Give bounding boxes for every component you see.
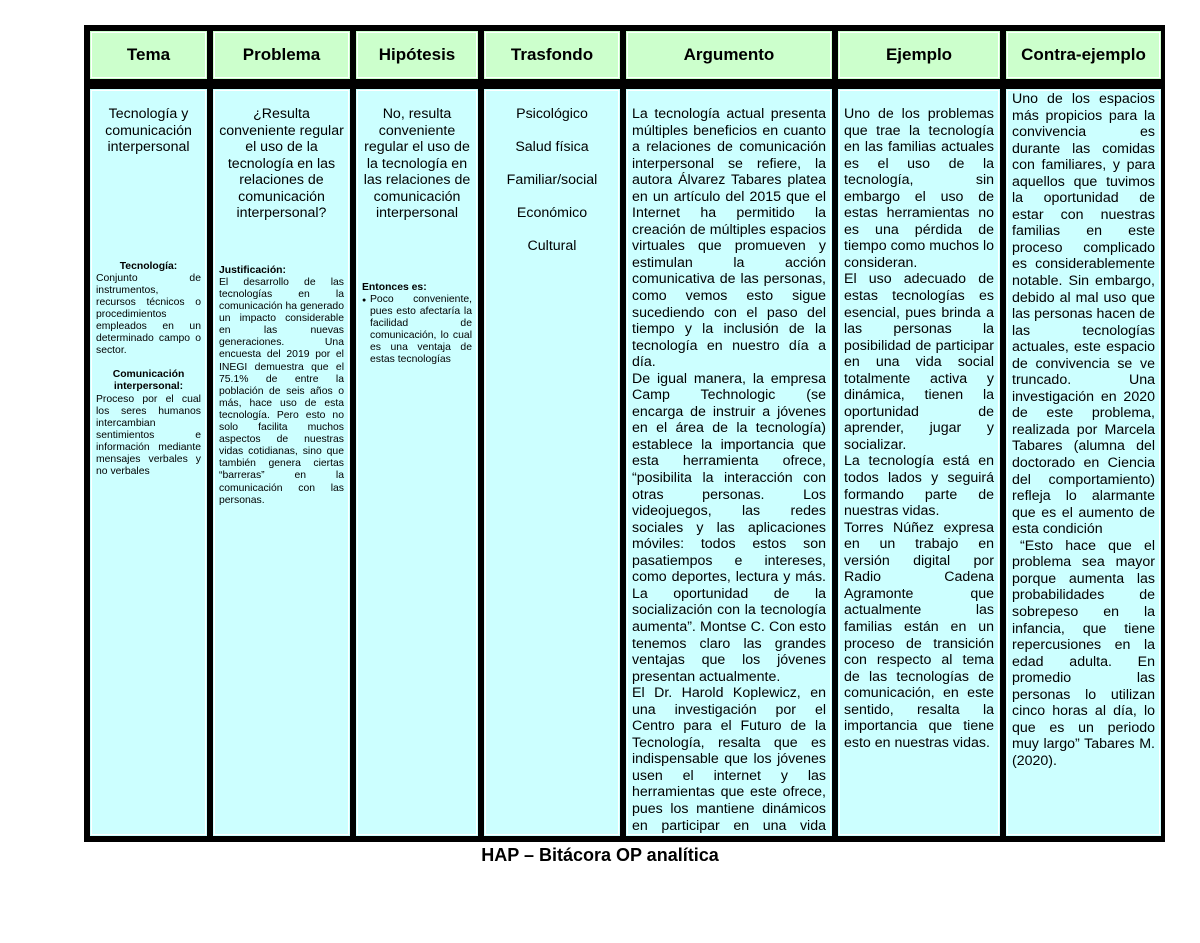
cell-hipotesis <box>354 87 480 838</box>
ejemplo-p3: La tecnología está en todos lados y seguirá formando parte de nuestras vidas. <box>844 453 994 520</box>
header-trasfondo: Trasfondo <box>482 29 622 81</box>
trasfondo-item: Psicológico <box>516 106 588 122</box>
header-argumento: Argumento <box>624 29 834 81</box>
trasfondo-item: Salud física <box>515 139 589 156</box>
header-problema: Problema <box>211 29 352 81</box>
log-table <box>84 25 1165 842</box>
cell-contra-ejemplo <box>1004 87 1163 838</box>
hipotesis-bullet-list <box>362 294 472 367</box>
trasfondo-item: Económico <box>516 205 588 222</box>
argumento-p3: El Dr. Harold Koplewicz, en una investigación por el Centro para el Futuro de la Tecnología, resalta que es indispensable que los jóvenes usen el internet y las herramientas que este ofrece, pues los mantiene dinámicos en participar en una vida <box>632 685 826 834</box>
hipotesis-bullet: ● Poco conveniente, pues esto afectaría la facilidad de comunicación, lo cual es una ventaja de estas tecnologías <box>370 294 472 367</box>
tema-def1-text: Conjunto de instrumentos, recursos técnicos o procedimientos empleados en un determinado campo o sector. <box>96 272 201 357</box>
tema-def2-text: Proceso por el cual los seres humanos intercambian sentimientos e información mediante mensajes verbales y no verbales <box>96 393 201 478</box>
ejemplo-p2: El uso adecuado de estas tecnologías es esencial, pues brinda a las personas la posibilidad de participar en una vida social totalmente activa y dinámica, tienen la oportunidad de aprender, jugar y socializar. <box>844 271 994 453</box>
header-hipotesis: Hipótesis <box>354 29 480 81</box>
trasfondo-item: Cultural <box>527 238 577 255</box>
header-contra-ejemplo: Contra-ejemplo <box>1004 29 1163 81</box>
problema-just-text: El desarrollo de las tecnologías en la comunicación ha generado un impacto considerable en las nuevas generaciones. Una encuesta del 2019 por el INEGI demuestra que el 75.1% de entre la población de seis años o más, hace uso de esta tecnología. Pero esto no solo facilita muchos aspectos de nuestras vidas cotidianas, sino que también genera ciertas “barreras” en la comunicación con las personas. <box>219 276 344 506</box>
contra-p1: Uno de los espacios más propicios para la convivencia es durante las comidas con familiares, y para aquellos que tuvimos la oportunidad de estar con nuestras familias en este proceso complicado es considerablemente notable. Sin embargo, debido al mal uso que las personas hacen de las tecnologías actuales, este espacio de convivencia se ve truncado. Una investigación en 2020 de este problema, realizada por Marcela Tabares (alumna del doctorado en Ciencia del comportamiento) refleja lo alarmante que es el aumento de esta condición <box>1012 91 1155 538</box>
cell-problema <box>211 87 352 838</box>
ejemplo-p4: Torres Núñez expresa en un trabajo en versión digital por Radio Cadena Agramonte que actualmente las familias están en un proceso de transición con respecto al tema de las tecnologías de comunicación, en este sentido, resalta la importancia que tiene esto en nuestras vidas. <box>844 519 994 751</box>
contra-p2: “Esto hace que el problema sea mayor porque aumenta las probabilidades de sobrepeso en la infancia, que tiene repercusiones en la edad adulta. En promedio las personas lo utilizan cinco horas al día, lo que es un periodo muy largo” Tabares M. (2020). <box>1012 537 1155 769</box>
ejemplo-p1: Uno de los problemas que trae la tecnología en las familias actuales es el uso de la tecnología, sin embargo el uso de estas herramientas no es una pérdida de tiempo como muchos lo consideran. <box>844 106 994 271</box>
argumento-p1: La tecnología actual presenta múltiples beneficios en cuanto a relaciones de comunicación interpersonal se refiere, la autora Álvarez Tabares platea en un artículo del 2015 que el Internet ha permitido la creación de múltiples espacios virtuales que promueven y estimulan la acción comunicativa de las personas, como vemos esto sigue sucediendo con el paso del tiempo y la inclusión de la tecnología en nuestro día a día. <box>632 106 826 371</box>
problema-question: ¿Resulta conveniente regular el uso de la tecnología en las relaciones de comunicación interpersonal? <box>219 106 344 222</box>
argumento-p2: De igual manera, la empresa Camp Technologic (se encarga de instruir a jóvenes en el área de la tecnología) establece la importancia que esta herramienta ofrece, “posibilita la interacción con otras personas. Los videojuegos, las redes sociales y las aplicaciones móviles: todos estos son pasatiempos e intereses, como deportes, lectura y más. La oportunidad de la socialización con la tecnología aumenta”. Montse C. Con esto tenemos claro las grandes ventajas que los jóvenes presentan actualmente. <box>632 370 826 685</box>
document-footer-title: HAP – Bitácora OP analítica <box>481 845 719 865</box>
tema-title: Tecnología y comunicación interpersonal <box>105 106 192 156</box>
problema-just-term: Justificación: <box>219 264 286 276</box>
cell-argumento <box>624 87 834 838</box>
cell-ejemplo <box>836 87 1002 838</box>
cell-tema <box>88 87 209 838</box>
hipotesis-entonces-term: Entonces es: <box>362 281 427 293</box>
cell-trasfondo <box>482 87 622 838</box>
tema-def2-term: Comunicación interpersonal: <box>112 369 185 393</box>
tema-def1-term: Tecnología: <box>119 260 178 272</box>
header-tema: Tema <box>88 29 209 81</box>
trasfondo-item: Familiar/social <box>506 172 598 189</box>
hipotesis-answer: No, resulta conveniente regular el uso de la tecnología en las relaciones de comunicación interpersonal <box>363 106 471 222</box>
header-ejemplo: Ejemplo <box>836 29 1002 81</box>
